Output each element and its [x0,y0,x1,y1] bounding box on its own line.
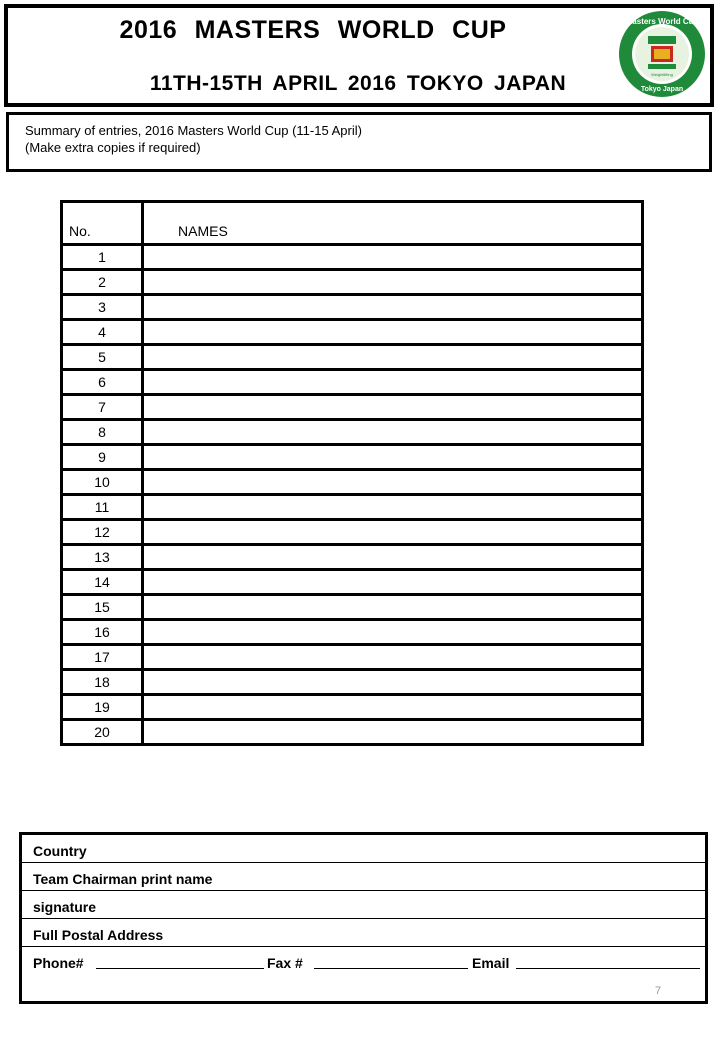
row-number: 18 [62,670,143,695]
name-cell[interactable] [143,320,643,345]
phone-fax-email-row [22,947,705,974]
name-cell[interactable] [143,295,643,320]
name-cell[interactable] [143,595,643,620]
name-cell[interactable] [143,370,643,395]
row-number: 4 [62,320,143,345]
table-row [62,345,643,370]
page-title: 2016 MASTERS WORLD CUP [119,16,507,44]
name-cell[interactable] [143,645,643,670]
row-number: 9 [62,445,143,470]
event-logo [618,10,706,98]
chairman-row[interactable] [22,863,705,891]
email-label: Email [472,955,510,971]
row-number: 6 [62,370,143,395]
fax-label: Fax # [267,955,303,971]
svg-text:Weightlifting: Weightlifting [651,72,673,77]
phone-label: Phone# [33,955,84,971]
row-number: 1 [62,245,143,270]
table-row [62,445,643,470]
name-cell[interactable] [143,520,643,545]
row-number: 7 [62,395,143,420]
name-cell[interactable] [143,420,643,445]
table-row [62,495,643,520]
table-row [62,320,643,345]
entries-table [60,200,644,746]
table-row [62,370,643,395]
table-row [62,720,643,745]
table-row [62,520,643,545]
name-cell[interactable] [143,570,643,595]
address-row[interactable] [22,919,705,947]
row-number: 5 [62,345,143,370]
table-row [62,620,643,645]
name-cell[interactable] [143,270,643,295]
table-row [62,645,643,670]
table-row [62,570,643,595]
row-number: 13 [62,545,143,570]
name-cell[interactable] [143,395,643,420]
name-cell[interactable] [143,445,643,470]
row-number: 8 [62,420,143,445]
table-row [62,695,643,720]
name-cell[interactable] [143,495,643,520]
row-number: 2 [62,270,143,295]
row-number: 3 [62,295,143,320]
email-field[interactable] [516,968,700,969]
phone-field[interactable] [96,968,264,969]
row-number: 12 [62,520,143,545]
row-number: 17 [62,645,143,670]
row-number: 11 [62,495,143,520]
row-number: 14 [62,570,143,595]
header-box [4,4,714,107]
contact-box [19,832,708,1004]
name-cell[interactable] [143,720,643,745]
row-number: 10 [62,470,143,495]
name-cell[interactable] [143,245,643,270]
table-row [62,545,643,570]
name-cell[interactable] [143,670,643,695]
table-row [62,245,643,270]
signature-row[interactable] [22,891,705,919]
column-header-names: NAMES [143,202,643,245]
table-row [62,420,643,445]
table-row [62,670,643,695]
row-number: 15 [62,595,143,620]
country-row[interactable] [22,835,705,863]
row-number: 19 [62,695,143,720]
table-row [62,270,643,295]
name-cell[interactable] [143,620,643,645]
summary-note: (Make extra copies if required) [25,140,201,155]
fax-field[interactable] [314,968,468,969]
svg-text:Masters World Cup: Masters World Cup [625,17,699,26]
table-row [62,395,643,420]
name-cell[interactable] [143,345,643,370]
name-cell[interactable] [143,470,643,495]
address-label: Full Postal Address [33,927,164,943]
row-number: 20 [62,720,143,745]
page-number: 7 [655,985,662,997]
svg-text:Tokyo Japan: Tokyo Japan [640,86,684,93]
name-cell[interactable] [143,695,643,720]
table-row [62,470,643,495]
column-header-no: No. [62,202,143,245]
summary-box [6,112,712,172]
table-row [62,295,643,320]
name-cell[interactable] [143,545,643,570]
row-number: 16 [62,620,143,645]
table-row [62,595,643,620]
chairman-label: Team Chairman print name [33,871,213,887]
country-label: Country [33,843,87,859]
signature-label: signature [33,899,97,915]
page-subtitle: 11TH-15TH APRIL 2016 TOKYO JAPAN [149,72,567,95]
summary-line: Summary of entries, 2016 Masters World Cup (11-15 April) [25,123,362,138]
